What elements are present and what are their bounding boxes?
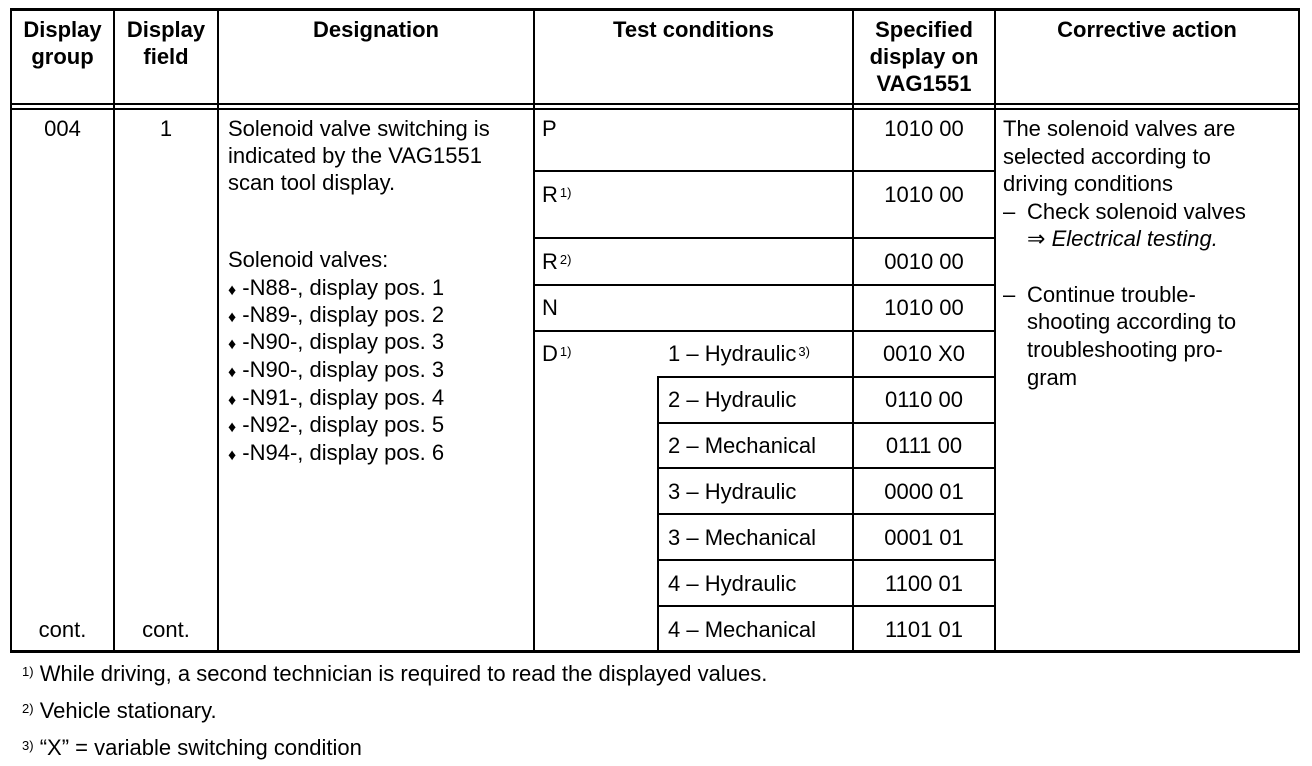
bullet-icon: ♦ xyxy=(228,336,237,353)
header-test-conditions: Test conditions xyxy=(613,17,774,42)
arrow-icon: ⇒ xyxy=(1027,226,1046,251)
corrective-text: driving conditions xyxy=(1003,171,1173,196)
solenoid-valve-item: ♦ -N92-, display pos. 5 xyxy=(228,412,445,437)
gear-display-value: 0010 X0 xyxy=(883,341,965,366)
bullet-icon: ♦ xyxy=(228,392,237,409)
corrective-text: selected according to xyxy=(1003,144,1211,169)
row-sep-g5 xyxy=(657,559,996,561)
bullet-icon: ♦ xyxy=(228,447,237,464)
solenoid-valve-item: ♦ -N90-, display pos. 3 xyxy=(228,329,445,354)
display-value-r-driving: 1010 00 xyxy=(884,182,964,207)
gear-display-value: 1101 01 xyxy=(885,617,963,642)
col-line-1 xyxy=(113,8,115,653)
footnote: $^{1)}$ While driving, a second technician is required to read the displayed values. xyxy=(22,661,768,686)
gear-display-value: 0001 01 xyxy=(884,525,964,550)
bullet-icon: ♦ xyxy=(228,364,237,381)
condition-p: P xyxy=(542,116,557,141)
header-separator-2 xyxy=(10,108,1300,110)
solenoid-valve-item: ♦ -N88-, display pos. 1 xyxy=(228,275,445,300)
solenoid-valve-item: ♦ -N90-, display pos. 3 xyxy=(228,357,445,382)
table-top-border xyxy=(10,8,1300,11)
bullet-icon: ♦ xyxy=(228,419,237,436)
solenoid-valve-item: ♦ -N89-, display pos. 2 xyxy=(228,302,445,327)
dash-icon: – xyxy=(1003,282,1016,307)
corrective-step-continue: shooting according to xyxy=(1027,309,1237,334)
dash-icon: – xyxy=(1003,199,1016,224)
row-sep-p xyxy=(533,170,996,172)
gear-label: 4 – Hydraulic xyxy=(668,571,797,596)
solenoid-valve-item: ♦ -N91-, display pos. 4 xyxy=(228,385,445,410)
corrective-step-continue: gram xyxy=(1027,365,1078,390)
display-group-cont: cont. xyxy=(38,617,87,642)
condition-r-driving: R $^{1)}$ xyxy=(542,182,572,207)
header-designation: Designation xyxy=(313,17,439,42)
row-sep-r2 xyxy=(533,284,996,286)
display-value-n: 1010 00 xyxy=(884,295,964,320)
corrective-text: The solenoid valves are xyxy=(1003,116,1236,141)
corrective-step-continue: Continue trouble- xyxy=(1027,282,1196,307)
corrective-step-reference xyxy=(1027,225,1218,252)
display-group-value: 004 xyxy=(44,116,81,141)
solenoid-valves-label: Solenoid valves: xyxy=(228,247,389,272)
gear-label: 3 – Mechanical xyxy=(668,525,816,550)
header-display-field: Display field xyxy=(126,17,206,69)
row-sep-n xyxy=(533,330,996,332)
display-value-p: 1010 00 xyxy=(884,116,964,141)
display-value-r-stationary: 0010 00 xyxy=(884,249,964,274)
header-display-group: Display group xyxy=(23,17,102,69)
footnote: $^{2)}$ Vehicle stationary. xyxy=(22,698,217,723)
solenoid-valve-item: ♦ -N94-, display pos. 6 xyxy=(228,440,445,465)
gear-display-value: 0110 00 xyxy=(885,387,963,412)
gear-label: 4 – Mechanical xyxy=(668,617,816,642)
display-field-value: 1 xyxy=(159,116,173,141)
row-sep-g1 xyxy=(657,376,996,378)
bullet-icon: ♦ xyxy=(228,282,237,299)
gear-display-value: 1100 01 xyxy=(885,571,963,596)
electrical-testing-link[interactable]: Electrical testing. xyxy=(1051,226,1218,251)
gear-label: 3 – Hydraulic xyxy=(668,479,797,504)
designation-intro: Solenoid valve switching is indicated by the VAG1551 scan tool display. xyxy=(228,116,490,195)
gear-display-value: 0111 00 xyxy=(885,433,963,458)
header-corrective-action: Corrective action xyxy=(1057,17,1237,42)
gear-label: 2 – Hydraulic xyxy=(668,387,797,412)
row-sep-g6 xyxy=(657,605,996,607)
gear-display-value: 0000 01 xyxy=(884,479,964,504)
bullet-icon: ♦ xyxy=(228,309,237,326)
table-bottom-border xyxy=(10,650,1300,653)
gear-label: 2 – Mechanical xyxy=(668,433,816,458)
col-line-0 xyxy=(10,8,12,653)
row-sep-g2 xyxy=(657,422,996,424)
corrective-step-continue: troubleshooting pro- xyxy=(1027,337,1223,362)
condition-d: D $^{1)}$ xyxy=(542,341,572,366)
display-field-cont: cont. xyxy=(142,617,190,642)
row-sep-r1 xyxy=(533,237,996,239)
header-separator xyxy=(10,103,1300,105)
row-sep-g3 xyxy=(657,467,996,469)
row-sep-g4 xyxy=(657,513,996,515)
footnote: $^{3)}$ “X” = variable switching condition xyxy=(22,735,362,760)
condition-r-stationary: R $^{2)}$ xyxy=(542,249,572,274)
condition-n: N xyxy=(542,295,558,320)
gear-label: 1 – Hydraulic $^{3)}$ xyxy=(668,341,810,366)
corrective-step-check: Check solenoid valves xyxy=(1027,199,1246,224)
col-line-2 xyxy=(217,8,219,653)
col-line-7 xyxy=(1298,8,1300,653)
header-specified-display: Specified display on VAG1551 xyxy=(869,17,979,96)
